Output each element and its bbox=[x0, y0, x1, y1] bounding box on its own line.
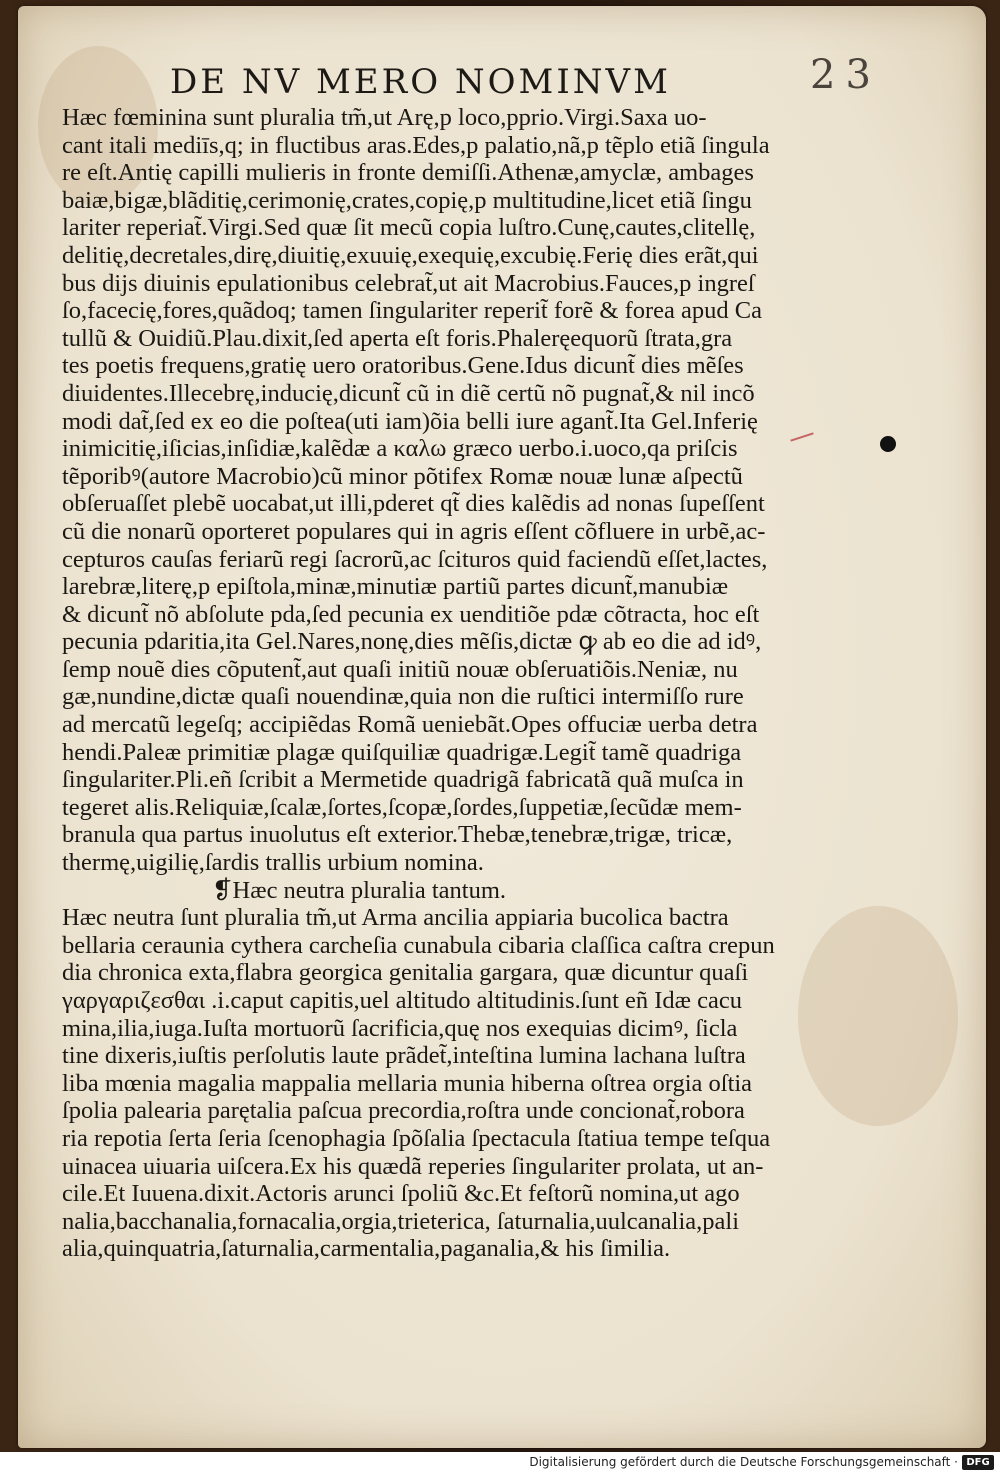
text-line: alia,quinquatria,ſaturnalia,carmentalia,paganalia,& his ſimilia. bbox=[62, 1235, 671, 1263]
text-body bbox=[62, 104, 802, 1263]
text-line: ad mercatũ legeſq; accipiẽdas Romã ueniebãt.Opes offuciæ uerba detra bbox=[62, 711, 758, 739]
text-line: ſo,facecię,fores,quãdoq; tamen ſingulariter reperit̃ forẽ & forea apud Ca bbox=[62, 297, 762, 325]
paper-stain bbox=[798, 906, 958, 1126]
text-line: diuidentes.Illecebrę,inducię,dicunt̃ cũ in diẽ certũ nõ pugnat̃,& nil incõ bbox=[62, 379, 755, 407]
text-line: & dicunt̃ nõ abſolute pda,ſed pecunia ex uenditiõe pdæ cõtracta, hoc eſt bbox=[62, 600, 760, 628]
text-line: obſeruaſſet plebẽ uocabat,ut illi,pderet qt̃ dies kalẽdis ad nonas ſupeſſent bbox=[62, 490, 765, 518]
text-line: ria repotia ſerta ſeria ſcenophagia ſpõſalia ſpectacula ſtatiua tempe teſqua bbox=[62, 1124, 771, 1152]
text-line: cũ die nonarũ oporteret populares qui in agris eſſent cõfluere in urbẽ,ac- bbox=[62, 517, 766, 545]
folio-number: 23 bbox=[810, 52, 881, 98]
text-line: bellaria ceraunia cythera carcheſia cunabula cibaria claſſica caſtra crepun bbox=[62, 931, 775, 959]
text-line: cant itali mediīs,q; in fluctibus aras.Edes,p palatio,nã,p tẽplo etiã ſingula bbox=[62, 131, 770, 159]
text-line: larebræ,literę,p epiſtola,minæ,minutiæ partiũ partes dicunt̃,manubiæ bbox=[62, 573, 729, 601]
dfg-logo: DFG bbox=[962, 1455, 994, 1470]
text-line: thermę,uigilię,ſardis trallis urbium nomina. bbox=[62, 849, 484, 877]
text-line: gæ,nundine,dictæ quaſi nouendinæ,quia non die ruſtici intermiſſo rure bbox=[62, 683, 744, 711]
text-line: hendi.Paleæ primitiæ plagæ quiſquiliæ quadrigæ.Legit̃ tamẽ quadriga bbox=[62, 738, 742, 766]
text-line: baiæ,bigæ,blãditię,cerimonię,crates,copię,p multitudine,licet etiã ſingu bbox=[62, 186, 752, 214]
text-line: tẽporibꝰ(autore Macrobio)cũ minor põtifex Romæ nouæ lunæ aſpectũ bbox=[62, 462, 743, 490]
text-line: pecunia pdaritia,ita Gel.Nares,nonę,dies mẽſis,dictæ ꝙ ab eo die ad idꝰ, bbox=[62, 628, 762, 656]
footer-credit: Digitalisierung gefördert durch die Deutsche Forschungsgemeinschaft · bbox=[529, 1455, 958, 1469]
text-line: cile.Et Iuuena.dixit.Actoris arunci ſpoliũ &c.Et feſtorũ nomina,ut ago bbox=[62, 1180, 740, 1208]
footer-bar bbox=[0, 1452, 1000, 1474]
text-line: nalia,bacchanalia,fornacalia,orgia,trieterica, ſaturnalia,uulcanalia,pali bbox=[62, 1207, 740, 1235]
text-line: cepturos cauſas feriarũ regi ſacrorũ,ac ſcituros quid faciendũ eſſet,lactes, bbox=[62, 545, 768, 573]
text-line: lariter reperiat̃.Virgi.Sed quæ ſit mecũ copia luſtro.Cunę,cautes,clitellę, bbox=[62, 214, 756, 242]
text-line: inimicitię,iſicias,inſidiæ,kalẽdæ a καλω græco uerbo.i.uoco,qa priſcis bbox=[62, 435, 738, 463]
text-line: Hæc neutra ſunt pluralia tm̃,ut Arma ancilia appiaria bucolica bactra bbox=[62, 904, 729, 932]
text-line: tine dixeris,iuſtis perſolutis laute prãdet̃,inteſtina lumina lachana luſtra bbox=[62, 1042, 746, 1070]
text-line: dia chronica exta,flabra georgica genitalia gargara, quæ dicuntur quaſi bbox=[62, 959, 749, 987]
text-line: tegeret alis.Reliquiæ,ſcalæ,ſortes,ſcopæ,ſordes,ſuppetiæ,ſecũdæ mem- bbox=[62, 793, 742, 821]
text-line: liba mœnia magalia mappalia mellaria munia hiberna oſtrea orgia oſtia bbox=[62, 1069, 753, 1097]
text-line: tullũ & Ouidiũ.Plau.dixit,ſed aperta eſt foris.Phaleręequorũ ſtrata,gra bbox=[62, 324, 733, 352]
text-line: re eſt.Antię capilli mulieris in fronte demiſſi.Athenæ,amyclæ, ambages bbox=[62, 159, 754, 187]
text-line: uinacea uiuaria uiſcera.Ex his quædã reperies ſingulariter prolata, ut an- bbox=[62, 1152, 764, 1180]
text-line: ſemp nouẽ dies cõputent̃,aut quaſi initiũ nouæ obſeruatiõis.Neniæ, nu bbox=[62, 655, 738, 683]
text-line: bus dijs diuinis epulationibus celebrat̃,ut ait Macrobius.Fauces,p ingreſ bbox=[62, 269, 755, 297]
section-heading: ❡Hæc neutra pluralia tantum. bbox=[212, 876, 507, 904]
text-line: modi dat̃,ſed ex eo die poſtea(uti iam)õia belli iure agant̃.Ita Gel.Inferię bbox=[62, 407, 758, 435]
text-line: ſpolia palearia parętalia paſcua precordia,roſtra unde concionat̃,robora bbox=[62, 1097, 745, 1125]
text-line: Hæc fœminina sunt pluralia tm̃,ut Arę,p loco,pprio.Virgi.Saxa uo- bbox=[62, 104, 707, 131]
ink-dot bbox=[880, 436, 896, 452]
text-line: mina,ilia,iuga.Iuſta mortuorũ ſacrificia,quę nos exequias dicimꝰ, ſicla bbox=[62, 1014, 738, 1042]
text-line: γαργαριζεσθαι .i.caput capitis,uel altitudo altitudinis.ſunt eñ Idæ cacu bbox=[62, 987, 743, 1014]
text-line: tes poetis frequens,gratię uero oratoribus.Gene.Idus dicunt̃ dies mẽſes bbox=[62, 352, 744, 380]
text-line: delitię,decretales,dirę,diuitię,exuuię,exequię,excubię.Ferię dies erãt,qui bbox=[62, 241, 759, 269]
text-line: branula qua partus inuolutus eſt exterior.Thebæ,tenebræ,trigæ, tricæ, bbox=[62, 821, 733, 849]
running-head: DE NV MERO NOMINVM bbox=[170, 62, 671, 102]
text-line: ſingulariter.Pli.eñ ſcribit a Mermetide quadrigã fabricatã quã muſca in bbox=[62, 766, 744, 794]
